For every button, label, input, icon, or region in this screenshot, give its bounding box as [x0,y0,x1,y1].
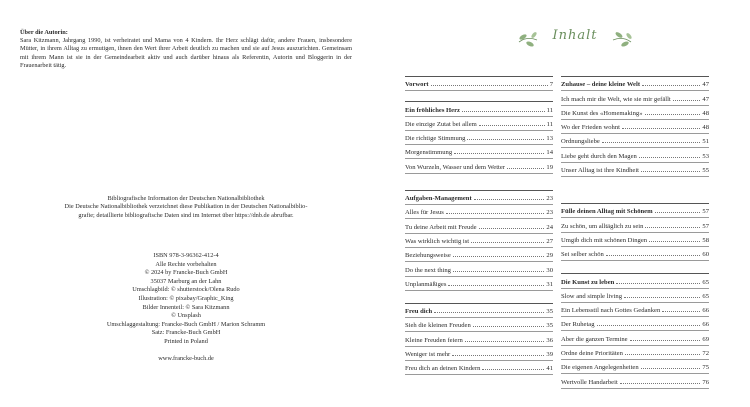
toc-dot-leader [649,241,700,242]
toc-entry-page: 27 [546,237,553,245]
toc-entry-page: 36 [546,336,553,344]
toc-dot-leader [645,227,700,228]
toc-dot-leader [507,168,544,169]
toc-dot-leader [624,297,700,298]
toc-entry [405,159,553,173]
toc-entry-title: Die einzige Zutat bei allem [405,120,477,128]
toc-dot-leader [473,326,545,327]
toc-entry-page: 53 [702,152,709,160]
toc-title: Inhalt [552,28,598,43]
toc-dot-leader [673,100,701,101]
toc-entry-title: Morgenstimmung [405,149,453,157]
bibliographic-info [20,195,352,220]
toc-entry-title: Die richtige Stimmung [405,135,466,143]
toc-section [405,303,553,375]
toc-entry [561,360,709,374]
toc-section [405,190,553,291]
toc-entry-page: 24 [546,223,553,231]
toc-entry-page: 60 [702,251,709,259]
toc-entry-title: Tu deine Arbeit mit Freude [405,223,477,231]
toc-entry-title: Do the next thing [405,266,451,274]
imprint-line: Umschlaggestaltung: Francke-Buch GmbH / Marion Schramm [106,320,266,328]
toc-entry-page: 72 [702,350,709,358]
toc-heading [515,22,635,56]
toc-entry-page: 66 [702,307,709,315]
toc-entry-title: Wertvolle Handarbeit [561,378,618,386]
toc-entry-page: 35 [546,308,553,316]
toc-section [405,101,553,173]
toc-dot-leader [452,355,544,356]
toc-entry-page: 48 [702,109,709,117]
toc-entry-page: 11 [546,106,553,114]
imprint-line: 35037 Marburg an der Lahn [150,277,222,285]
toc-entry-page: 14 [546,149,553,157]
toc-dot-leader [462,111,545,112]
toc-column-left [405,76,553,375]
toc-entry [561,163,709,177]
toc-entry [405,262,553,276]
author-bio [20,29,352,70]
toc-entry-title: Umgib dich mit schönen Dingen [561,236,648,244]
toc-entry-title: Zu schön, um alltäglich zu sein [561,222,644,230]
toc-entry [405,219,553,233]
toc-entry [561,303,709,317]
toc-entry [561,148,709,162]
toc-entry [561,77,709,91]
toc-entry [561,204,709,218]
toc-entry-page: 19 [546,163,553,171]
toc-entry [561,106,709,120]
toc-entry-page: 66 [702,321,709,329]
toc-entry-title: Ich mach mir die Welt, wie sie mir gefällt [561,95,671,103]
toc-entry-page: 58 [702,236,709,244]
imprint-line: Illustration: © pixabay/Graphic_King [138,294,234,302]
toc-dot-leader [479,228,545,229]
toc-entry [405,205,553,219]
toc-dot-leader [482,369,544,370]
toc-entry-page: 57 [702,208,709,216]
toc-entry-title: Die Kunst des «Homemaking» [561,109,643,117]
toc-dot-leader [467,139,544,140]
toc-entry-title: Beziehungsweise [405,252,451,260]
toc-dot-leader [620,383,701,384]
biblio-line: Bibliografische Information der Deutschen Nationalbibliothek [107,195,265,202]
imprint-line: Satz: Francke-Buch GmbH [151,329,221,337]
toc-entry [405,102,553,116]
toc-section [405,76,553,91]
toc-entry-title: Unplanmäßiges [405,280,447,288]
toc-entry-title: Freu dich [405,308,433,316]
toc-dot-leader [662,311,700,312]
toc-entry-title: Unser Alltag ist ihre Kindheit [561,167,640,175]
toc-dot-leader [641,368,701,369]
publisher-url: www.francke-buch.de [158,354,214,362]
toc-entry [561,274,709,288]
toc-column-right [561,76,709,389]
toc-dot-leader [434,312,544,313]
toc-dot-leader [465,341,545,342]
toc-dot-leader [625,354,701,355]
toc-entry-page: 41 [546,365,553,373]
toc-entry [561,218,709,232]
imprint-line: Umschlagbild: © shutterstock/Olena Rudo [132,286,240,294]
biblio-line: grafie; detaillierte bibliografische Daten sind im Internet über https://dnb.de abrufbar. [78,211,294,219]
toc-entry-title: Liebe geht durch den Magen [561,152,637,160]
imprint-line: © 2024 by Francke-Buch GmbH [144,269,228,277]
toc-entry-title: Weniger ist mehr [405,351,451,359]
imprint-line: ISBN 978-3-96362-412-4 [153,252,219,259]
toc-entry [405,145,553,159]
toc-dot-leader [622,128,700,129]
toc-dot-leader [606,255,701,256]
toc-entry-page: 48 [702,124,709,132]
toc-dot-leader [431,85,548,86]
toc-entry-title: Ordne deine Prioritäten [561,350,623,358]
toc-entry-title: Sieh die kleinen Freuden [405,322,471,330]
toc-dot-leader [645,114,701,115]
toc-dot-leader [454,153,544,154]
toc-entry [561,374,709,388]
toc-entry-page: 23 [546,195,553,203]
toc-entry-title: Ein fröhliches Herz [405,106,460,114]
toc-entry [561,120,709,134]
imprint [20,252,352,364]
toc-entry-page: 47 [702,81,709,89]
toc-entry-page: 57 [702,222,709,230]
imprint-line: Bilder Innenteil: © Sara Kitzmann [142,303,230,311]
author-bio-text: Sara Kitzmann, Jahrgang 1990, ist verheiratet und Mama von 4 Kindern. Ihr Herz schlägt dafür, andere Frauen, insbesondere Mütter, in ihrem Alltag zu ermutigen, ihnen den Wert ihrer Arbeit deutlich zu machen und sie auf Jesus auszurichten. Gemeinsam mit ihrem Mann ist sie in der Gemeindearbeit aktiv und auch darüber hinaus als Referentin, Autorin und Bloggerin in der Frauenarbeit tätig. [20,37,352,69]
toc-entry [405,332,553,346]
toc-entry [561,346,709,360]
toc-section [561,76,709,177]
toc-dot-leader [446,213,545,214]
toc-entry-page: 39 [546,351,553,359]
toc-entry [405,117,553,131]
toc-section [561,203,709,261]
toc-entry-title: Ein Lebensstil nach Gottes Gedanken [561,307,661,315]
toc-entry [405,248,553,262]
toc-dot-leader [597,325,701,326]
imprint-line: Printed in Poland [164,337,208,345]
toc-entry-page: 31 [546,280,553,288]
toc-entry-page: 69 [702,335,709,343]
toc-entry-page: 65 [702,278,709,286]
toc-entry-page: 35 [546,322,553,330]
toc-entry [561,247,709,261]
toc-entry-page: 13 [546,135,553,143]
toc-entry-title: Zuhause – deine kleine Welt [561,81,641,89]
toc-entry-title: Wo der Frieden wohnt [561,124,620,132]
toc-entry [561,317,709,331]
toc-entry-title: Fülle deinen Alltag mit Schönem [561,208,653,216]
toc-entry-title: Vorwort [405,81,429,89]
toc-dot-leader [639,157,701,158]
toc-dot-leader [448,285,544,286]
toc-entry-page: 47 [702,95,709,103]
toc-entry-title: Ordnungsliebe [561,138,600,146]
toc-dot-leader [655,212,701,213]
toc-entry-title: Der Ruhetag [561,321,595,329]
toc-dot-leader [474,199,545,200]
toc-dot-leader [453,271,544,272]
toc-entry [405,318,553,332]
toc-entry [561,331,709,345]
imprint-line: © Unsplash [171,312,201,320]
imprint-line: Alle Rechte vorbehalten [155,260,217,268]
toc-dot-leader [453,256,545,257]
toc-entry [405,277,553,291]
biblio-line: Die Deutsche Nationalbibliothek verzeichnet diese Publikation in der Deutschen Nationalbiblio- [64,203,308,211]
toc-entry [405,191,553,205]
toc-dot-leader [630,340,701,341]
toc-entry-title: Kleine Freuden feiern [405,336,463,344]
toc-entry-page: 11 [546,120,553,128]
toc-dot-leader [641,171,700,172]
toc-dot-leader [479,125,545,126]
toc-entry-page: 30 [546,266,553,274]
toc-entry [405,234,553,248]
toc-entry [405,131,553,145]
toc-entry-page: 51 [702,138,709,146]
toc-entry-page: 55 [702,167,709,175]
toc-entry [405,347,553,361]
toc-entry-page: 23 [546,209,553,217]
toc-entry-page: 7 [549,81,553,89]
author-bio-title: Über die Autorin: [20,29,68,36]
toc-entry-title: Die eigenen Angelegenheiten [561,364,639,372]
toc-entry-page: 65 [702,292,709,300]
toc-entry [561,289,709,303]
toc-entry-title: Aufgaben-Management [405,195,472,203]
toc-entry-title: Was wirklich wichtig ist [405,237,470,245]
toc-entry [561,134,709,148]
toc-section [561,273,709,388]
toc-entry [405,304,553,318]
toc-entry-title: Aber die ganzen Termine [561,335,628,343]
toc-entry-title: Die Kunst zu leben [561,278,615,286]
toc-dot-leader [471,242,544,243]
toc-entry-title: Von Wurzeln, Wasser und dem Wetter [405,163,505,171]
toc-entry-title: Freu dich an deinen Kindern [405,365,481,373]
toc-dot-leader [642,85,700,86]
toc-dot-leader [616,283,700,284]
toc-entry [561,233,709,247]
toc-entry [405,77,553,91]
toc-entry-title: Alles für Jesus [405,209,444,217]
toc-entry-page: 29 [546,252,553,260]
toc-entry-title: Slow and simple living [561,292,622,300]
toc-dot-leader [602,142,701,143]
toc-entry-page: 75 [702,364,709,372]
toc-entry-page: 76 [702,378,709,386]
toc-entry-title: Sei selber schön [561,251,604,259]
toc-entry [405,361,553,375]
toc-entry [561,91,709,105]
